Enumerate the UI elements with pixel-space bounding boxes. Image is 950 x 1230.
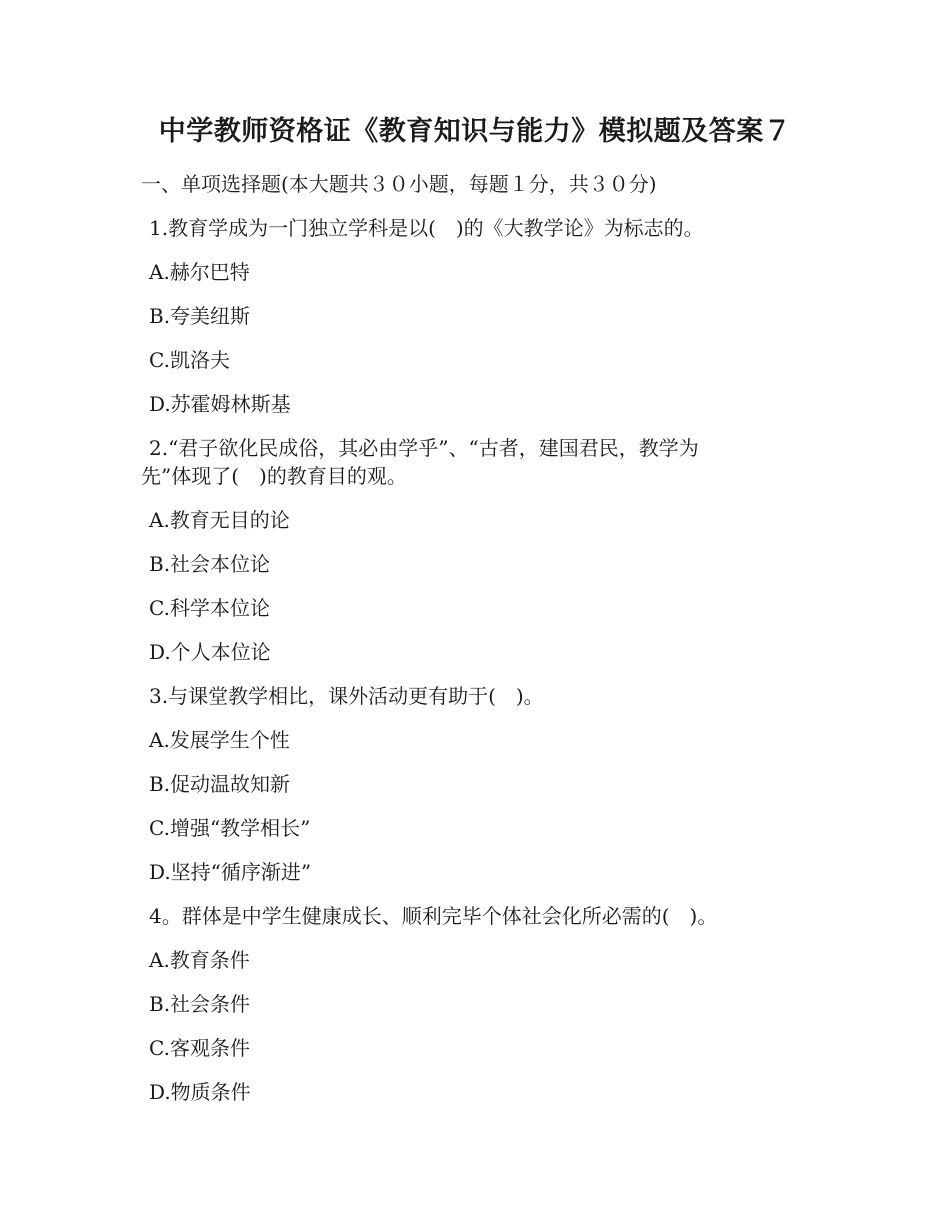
question-stem: 4。群体是中学生健康成长、顺利完毕个体社会化所必需的( )。: [149, 904, 718, 928]
answer-option: C.客观条件: [149, 1036, 250, 1060]
answer-option: A.赫尔巴特: [149, 260, 250, 284]
answer-option: D.苏霍姆林斯基: [149, 392, 291, 416]
document-title: 中学教师资格证《教育知识与能力》模拟题及答案７: [158, 116, 792, 147]
answer-option: A.教育条件: [149, 948, 250, 972]
answer-option: C.增强“教学相长”: [149, 816, 311, 840]
question-stem: 1.教育学成为一门独立学科是以( )的《大教学论》为标志的。: [149, 216, 704, 240]
answer-option: D.坚持“循序渐进”: [149, 860, 312, 884]
question-stem-continuation: 先”体现了( )的教育目的观。: [141, 464, 407, 488]
answer-option: B.夸美纽斯: [149, 304, 251, 328]
answer-option: C.科学本位论: [149, 596, 270, 620]
question-stem: 3.与课堂教学相比，课外活动更有助于( )。: [149, 684, 544, 708]
answer-option: D.物质条件: [149, 1080, 251, 1104]
answer-option: A.教育无目的论: [149, 508, 290, 532]
answer-option: B.促动温故知新: [149, 772, 291, 796]
question-stem: 2.“君子欲化民成俗，其必由学乎”、“古者，建国君民，教学为: [149, 436, 699, 460]
answer-option: D.个人本位论: [149, 640, 271, 664]
answer-option: B.社会条件: [149, 992, 251, 1016]
answer-option: C.凯洛夫: [149, 348, 230, 372]
section-heading: 一、单项选择题(本大题共３０小题，每题１分，共３０分): [141, 172, 657, 196]
answer-option: B.社会本位论: [149, 552, 271, 576]
answer-option: A.发展学生个性: [149, 728, 290, 752]
